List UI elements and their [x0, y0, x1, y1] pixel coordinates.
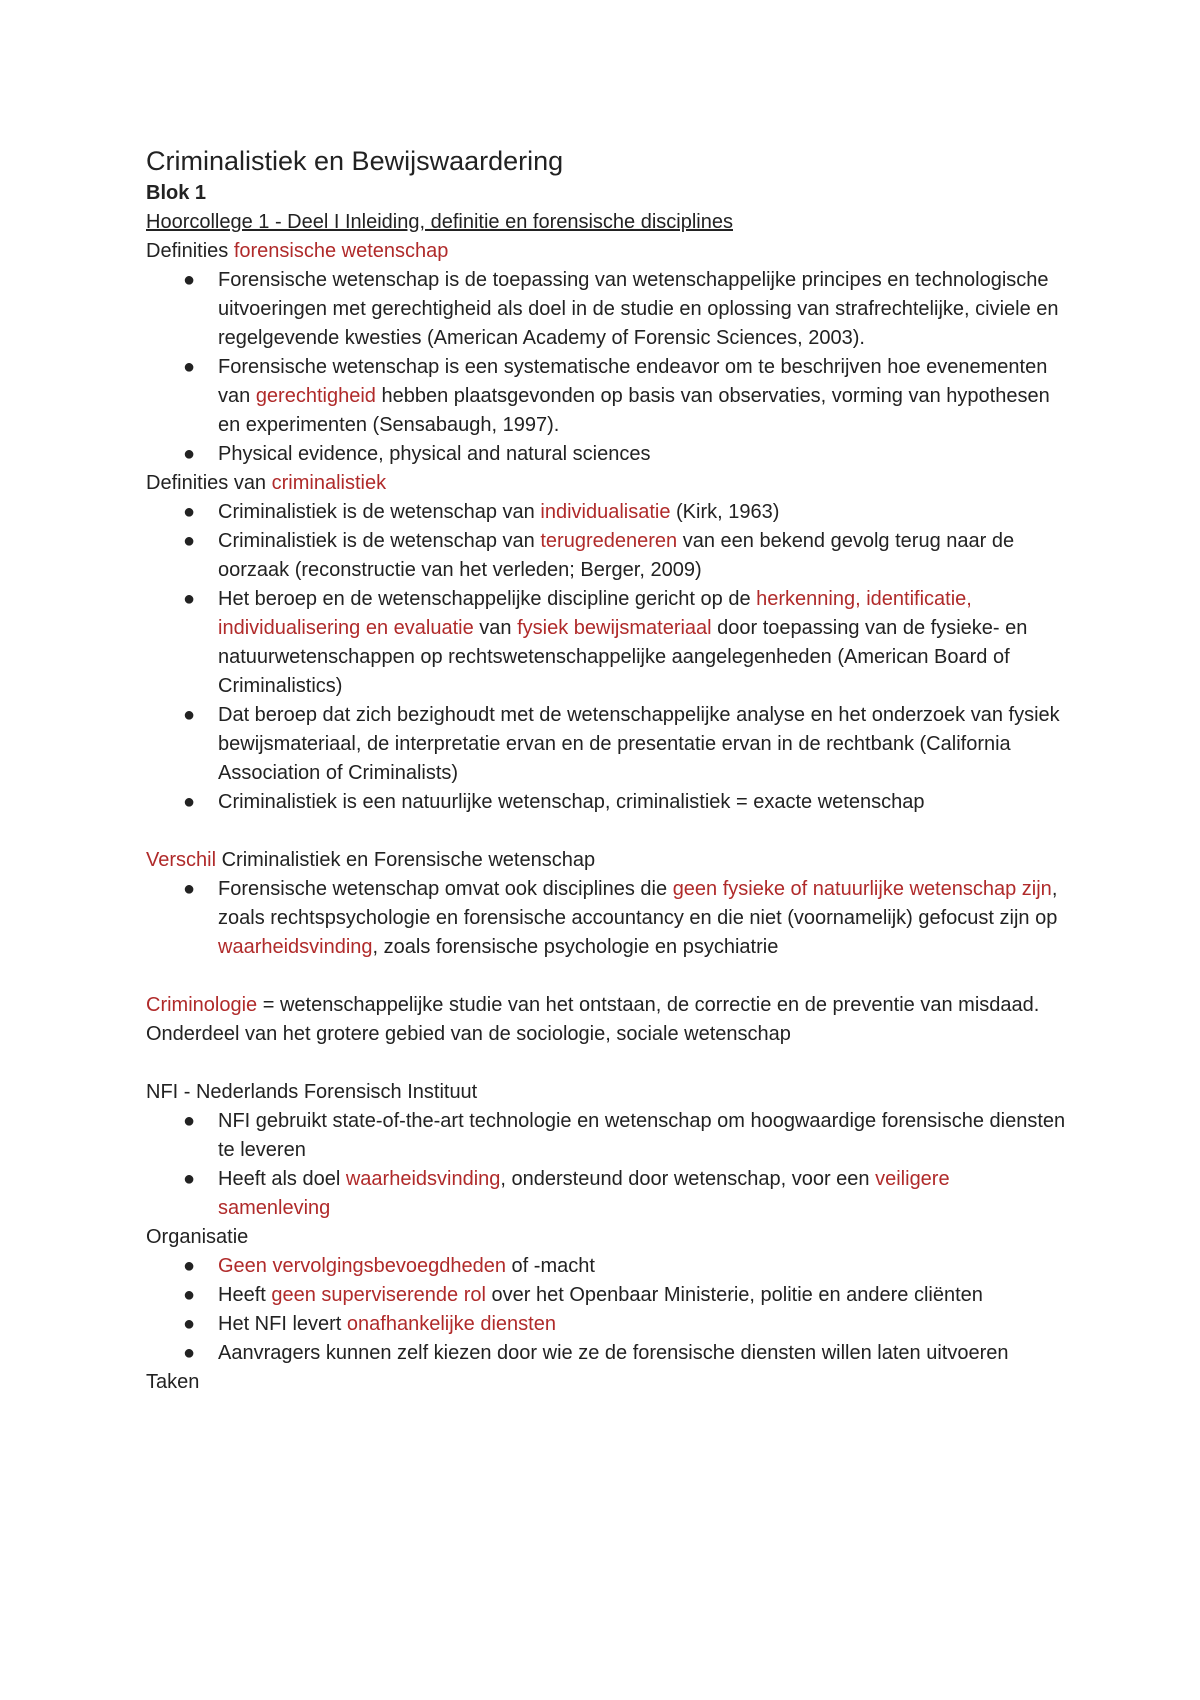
bullet-icon: ● [183, 1255, 196, 1277]
list-item: ● Het beroep en de wetenschappelijke discipline gericht op de herkenning, identificatie, individualisering en evaluatie van fysiek bewijsmateriaal door toepassing van de fysieke- en natuurwetenschappen op rechtswetenschappelijke aangelegenheden (American Board of Criminalistics) [218, 585, 1066, 701]
highlight: Geen vervolgingsbevoegdheden [218, 1255, 506, 1277]
highlight: gerechtigheid [255, 385, 376, 407]
bullet-icon: ● [183, 1313, 196, 1335]
bullet-icon: ● [183, 1284, 196, 1306]
list-item: ● Criminalistiek is de wetenschap van terugredeneren van een bekend gevolg terug naar de oorzaak (reconstructie van het verleden; Berger, 2009) [218, 527, 1066, 585]
section-heading-nfi: NFI - Nederlands Forensisch Instituut [146, 1081, 478, 1103]
list-item: ● Forensische wetenschap is de toepassing van wetenschappelijke principes en technologische uitvoeringen met gerechtigheid als doel in de studie en oplossing van strafrechtelijke, civiele en regelgevende kwesties (American Academy of Forensic Sciences, 2003). [218, 266, 1066, 353]
bullet-icon: ● [183, 443, 196, 465]
highlight: waarheidsvinding [218, 936, 373, 958]
highlight: waarheidsvinding [345, 1168, 501, 1190]
list-item: ● Criminalistiek is de wetenschap van individualisatie (Kirk, 1963) [218, 498, 1066, 527]
section-heading-difference: Verschil Criminalistiek en Forensische wetenschap [146, 849, 596, 871]
bullet-list-organisation [146, 1252, 1066, 1368]
bullet-list-forensic-science [146, 266, 1066, 469]
bullet-icon: ● [183, 356, 196, 378]
criminology-definition: Criminologie = wetenschappelijke studie van het ontstaan, de correctie en de preventie van misdaad. Onderdeel van het grotere gebied van de sociologie, sociale wetenschap [146, 994, 1040, 1045]
highlight: veiligere samenleving [218, 1168, 950, 1219]
bullet-list-criminalistics [146, 498, 1066, 817]
highlight: forensische wetenschap [233, 240, 449, 262]
bullet-icon: ● [183, 501, 196, 523]
highlight: criminalistiek [271, 472, 387, 494]
lecture-heading: Hoorcollege 1 - Deel I Inleiding, definitie en forensische disciplines [146, 211, 733, 233]
section-heading-tasks: Taken [146, 1371, 200, 1393]
document-title: Criminalistiek en Bewijswaardering [146, 146, 564, 176]
list-item: ● Forensische wetenschap is een systematische endeavor om te beschrijven hoe evenementen van gerechtigheid hebben plaatsgevonden op basis van observaties, vorming van hypothesen en experimenten (Sensabaugh, 1997). [218, 353, 1066, 440]
spacer [146, 962, 1066, 991]
highlight: fysiek bewijsmateriaal [517, 617, 712, 639]
highlight: geen superviserende rol [271, 1284, 486, 1306]
list-item: ● NFI gebruikt state-of-the-art technologie en wetenschap om hoogwaardige forensische diensten te leveren [218, 1107, 1066, 1165]
blok-heading: Blok 1 [146, 182, 207, 204]
highlight: terugredeneren [540, 530, 678, 552]
list-item: ● Forensische wetenschap omvat ook disciplines die geen fysieke of natuurlijke wetenschap zijn, zoals rechtspsychologie en forensische accountancy en die niet (voornamelijk) gefocust zijn op waarheidsvinding, zoals forensische psychologie en psychiatrie [218, 875, 1066, 962]
list-item: ● Heeft als doel waarheidsvinding, ondersteund door wetenschap, voor een veiligere samenleving [218, 1165, 1066, 1223]
spacer [146, 817, 1066, 846]
list-item: ● Heeft geen superviserende rol over het Openbaar Ministerie, politie en andere cliënten [218, 1281, 1066, 1310]
bullet-icon: ● [183, 1110, 196, 1132]
highlight: herkenning, identificatie, individualisering en evaluatie [218, 588, 972, 639]
bullet-icon: ● [183, 1168, 196, 1190]
document-content [146, 144, 1066, 1397]
bullet-icon: ● [183, 878, 196, 900]
highlight: individualisatie [540, 501, 671, 523]
bullet-icon: ● [183, 269, 196, 291]
highlight: geen fysieke of natuurlijke wetenschap zijn [672, 878, 1052, 900]
list-item: ● Physical evidence, physical and natural sciences [218, 440, 1066, 469]
highlight: Verschil [146, 849, 217, 871]
bullet-icon: ● [183, 1342, 196, 1364]
list-item: ● Geen vervolgingsbevoegdheden of -macht [218, 1252, 1066, 1281]
bullet-icon: ● [183, 791, 196, 813]
highlight: Criminologie [146, 994, 258, 1016]
bullet-icon: ● [183, 530, 196, 552]
section-heading-criminalistics: Definities van criminalistiek [146, 472, 387, 494]
bullet-list-difference [146, 875, 1066, 962]
section-heading-organisation: Organisatie [146, 1226, 249, 1248]
bullet-icon: ● [183, 588, 196, 610]
bullet-list-nfi [146, 1107, 1066, 1223]
section-heading-forensic-science: Definities forensische wetenschap [146, 240, 449, 262]
list-item: ● Het NFI levert onafhankelijke diensten [218, 1310, 1066, 1339]
list-item: ● Criminalistiek is een natuurlijke wetenschap, criminalistiek = exacte wetenschap [218, 788, 1066, 817]
spacer [146, 1049, 1066, 1078]
bullet-icon: ● [183, 704, 196, 726]
list-item: ● Aanvragers kunnen zelf kiezen door wie ze de forensische diensten willen laten uitvoeren [218, 1339, 1066, 1368]
list-item: ● Dat beroep dat zich bezighoudt met de wetenschappelijke analyse en het onderzoek van fysiek bewijsmateriaal, de interpretatie ervan en de presentatie ervan in de rechtbank (California Association of Criminalists) [218, 701, 1066, 788]
highlight: onafhankelijke diensten [346, 1313, 556, 1335]
